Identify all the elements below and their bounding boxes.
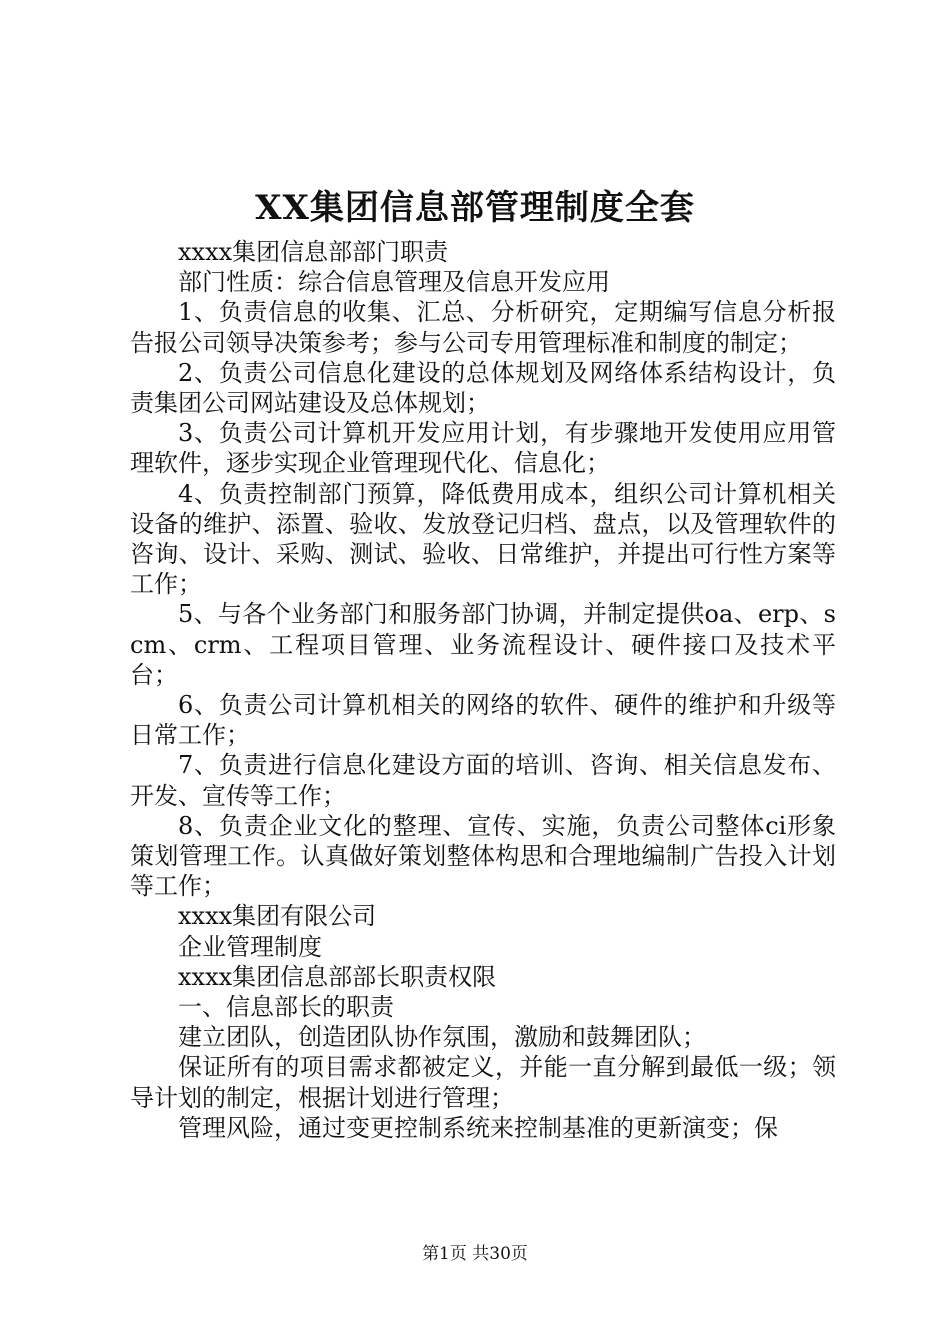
paragraph-duty-4: 4、负责控制部门预算，降低费用成本，组织公司计算机相关设备的维护、添置、验收、发放登记归档、盘点，以及管理软件的咨询、设计、采购、测试、验收、日常维护，并提出可行性方案等工作； xyxy=(130,479,836,599)
paragraph-risk-management: 管理风险，通过变更控制系统来控制基准的更新演变；保 xyxy=(178,1113,778,1142)
paragraph-enterprise-rules: 企业管理制度 xyxy=(178,932,322,961)
paragraph-dept-duties-heading: xxxx集团信息部部门职责 xyxy=(178,238,449,266)
paragraph-section-heading: 一、信息部长的职责 xyxy=(178,993,394,1022)
paragraph-duty-7: 7、负责进行信息化建设方面的培训、咨询、相关信息发布、开发、宣传等工作； xyxy=(130,751,836,810)
paragraph-requirements: 保证所有的项目需求都被定义，并能一直分解到最低一级；领导计划的制定，根据计划进行管理； xyxy=(130,1053,836,1112)
paragraph-duty-1: 1、负责信息的收集、汇总、分析研究，定期编写信息分析报告报公司领导决策参考；参与公司专用管理标准和制度的制定； xyxy=(130,298,836,357)
page-footer: 第1页 共30页 xyxy=(422,1244,528,1264)
paragraph-build-team: 建立团队，创造团队协作氛围，激励和鼓舞团队； xyxy=(178,1023,706,1052)
paragraph-duty-6: 6、负责公司计算机相关的网络的软件、硬件的维护和升级等日常工作； xyxy=(130,691,836,750)
paragraph-director-duties-heading: xxxx集团信息部部长职责权限 xyxy=(178,962,497,991)
paragraph-duty-5: 5、与各个业务部门和服务部门协调，并制定提供oa、erp、scm、crm、工程项目管理、业务流程设计、硬件接口及技术平台； xyxy=(130,600,836,689)
paragraph-company-name: xxxx集团有限公司 xyxy=(178,902,377,931)
document-body xyxy=(130,237,836,1143)
paragraph-duty-3: 3、负责公司计算机开发应用计划，有步骤地开发使用应用管理软件，逐步实现企业管理现代化、信息化； xyxy=(130,419,836,478)
paragraph-dept-nature: 部门性质：综合信息管理及信息开发应用 xyxy=(178,268,610,297)
paragraph-duty-8: 8、负责企业文化的整理、宣传、实施，负责公司整体ci形象策划管理工作。认真做好策划整体构思和合理地编制广告投入计划等工作； xyxy=(130,811,836,901)
paragraph-duty-2: 2、负责公司信息化建设的总体规划及网络体系结构设计，负责集团公司网站建设及总体规划； xyxy=(130,358,836,418)
document-title: XX集团信息部管理制度全套 xyxy=(255,188,695,228)
